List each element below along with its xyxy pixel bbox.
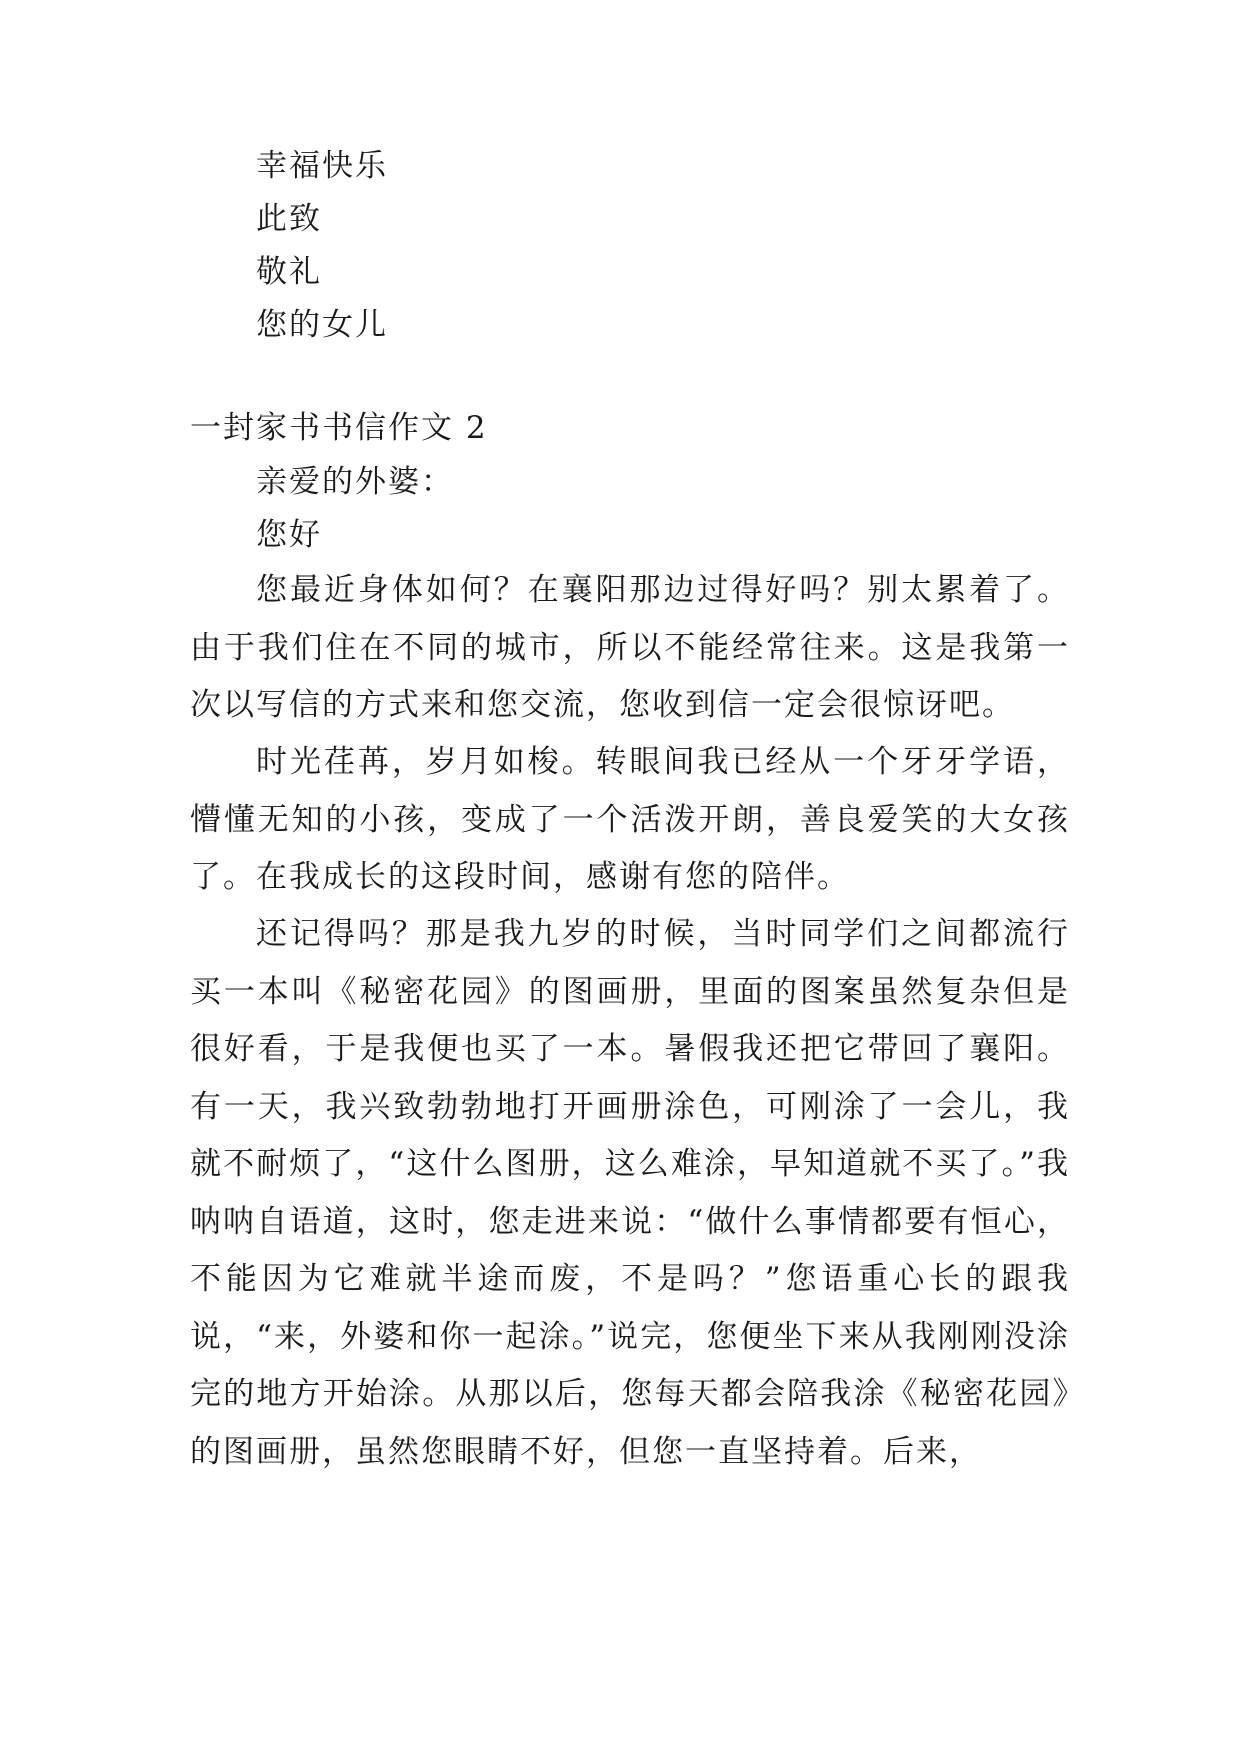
closing-salute-2: 敬礼: [256, 254, 322, 290]
letter-title: 一封家书书信作文 2: [190, 410, 488, 446]
letter-greeting: 亲爱的外婆：: [256, 464, 454, 500]
paragraph-3: 还记得吗？那是我九岁的时候，当时同学们之间都流行买一本叫《秘密花园》的图画册，里面的图案虽然复杂但是很好看，于是我便也买了一本。暑假我还把它带回了襄阳。有一天，我兴致勃勃地打开画册涂色，可刚涂了一会儿，我就不耐烦了，“这什么图册，这么难涂，早知道就不买了。”我呐呐自语道，这时，您走进来说：“做什么事情都要有恒心，不能因为它难就半途而废，不是吗？”您语重心长的跟我说，“来，外婆和你一起涂。”说完，您便坐下来从我刚刚没涂完的地方开始涂。从那以后，您每天都会陪我涂《秘密花园》的图画册，虽然您眼睛不好，但您一直坚持着。后来，: [190, 916, 1070, 1470]
closing-signature: 您的女儿: [256, 307, 388, 343]
letter-hello: 您好: [256, 517, 322, 553]
paragraph-2: 时光荏苒，岁月如梭。转眼间我已经从一个牙牙学语，懵懂无知的小孩，变成了一个活泼开朗，善良爱笑的大女孩了。在我成长的这段时间，感谢有您的陪伴。: [190, 744, 1070, 895]
closing-wish: 幸福快乐: [256, 148, 388, 184]
closing-salute-1: 此致: [256, 201, 322, 237]
paragraph-1: 您最近身体如何？在襄阳那边过得好吗？别太累着了。由于我们住在不同的城市，所以不能经常往来。这是我第一次以写信的方式来和您交流，您收到信一定会很惊讶吧。: [190, 572, 1070, 723]
